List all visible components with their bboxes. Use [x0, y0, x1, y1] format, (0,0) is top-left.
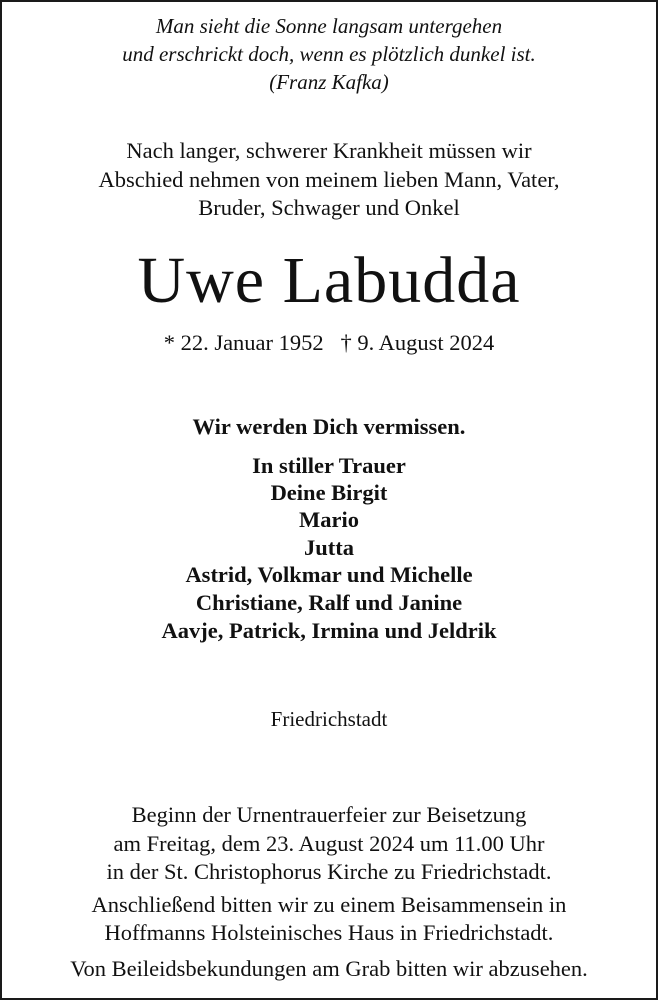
mourner-line: Jutta [304, 535, 354, 560]
condolence-note: Von Beileidsbekundungen am Grab bitten wir abzusehen. [70, 956, 588, 981]
life-dates: * 22. Januar 1952 † 9. August 2024 [163, 330, 495, 355]
mourner-line: Christiane, Ralf und Janine [195, 590, 463, 615]
mourner-line: In stiller Trauer [252, 453, 406, 478]
deceased-name: Uwe Labudda [137, 244, 521, 317]
quote-line-2: und erschrickt doch, wenn es plötzlich dunkel ist. [122, 42, 536, 66]
closing-line: Wir werden Dich vermissen. [192, 414, 466, 439]
ceremony-line-2: am Freitag, dem 23. August 2024 um 11.00 Uhr [113, 831, 545, 856]
mourner-line: Deine Birgit [270, 480, 388, 505]
gathering-line-2: Hoffmanns Holsteinisches Haus in Friedrichstadt. [104, 920, 554, 945]
ceremony-line-3: in der St. Christophorus Kirche zu Friedrichstadt. [106, 859, 552, 884]
quote-line-1: Man sieht die Sonne langsam untergehen [155, 14, 503, 38]
intro-line-2: Abschied nehmen von meinem lieben Mann, Vater, [98, 167, 560, 192]
mourner-line: Astrid, Volkmar und Michelle [185, 562, 473, 587]
quote-author: (Franz Kafka) [269, 70, 389, 94]
gathering-line-1: Anschließend bitten wir zu einem Beisammensein in [91, 892, 567, 917]
mourner-line: Mario [299, 507, 359, 532]
ceremony-line-1: Beginn der Urnentrauerfeier zur Beisetzung [131, 802, 527, 827]
mourner-line: Aavje, Patrick, Irmina und Jeldrik [161, 618, 497, 643]
intro-line-1: Nach langer, schwerer Krankheit müssen wir [126, 138, 532, 163]
place-name: Friedrichstadt [270, 707, 388, 731]
intro-line-3: Bruder, Schwager und Onkel [198, 195, 460, 220]
